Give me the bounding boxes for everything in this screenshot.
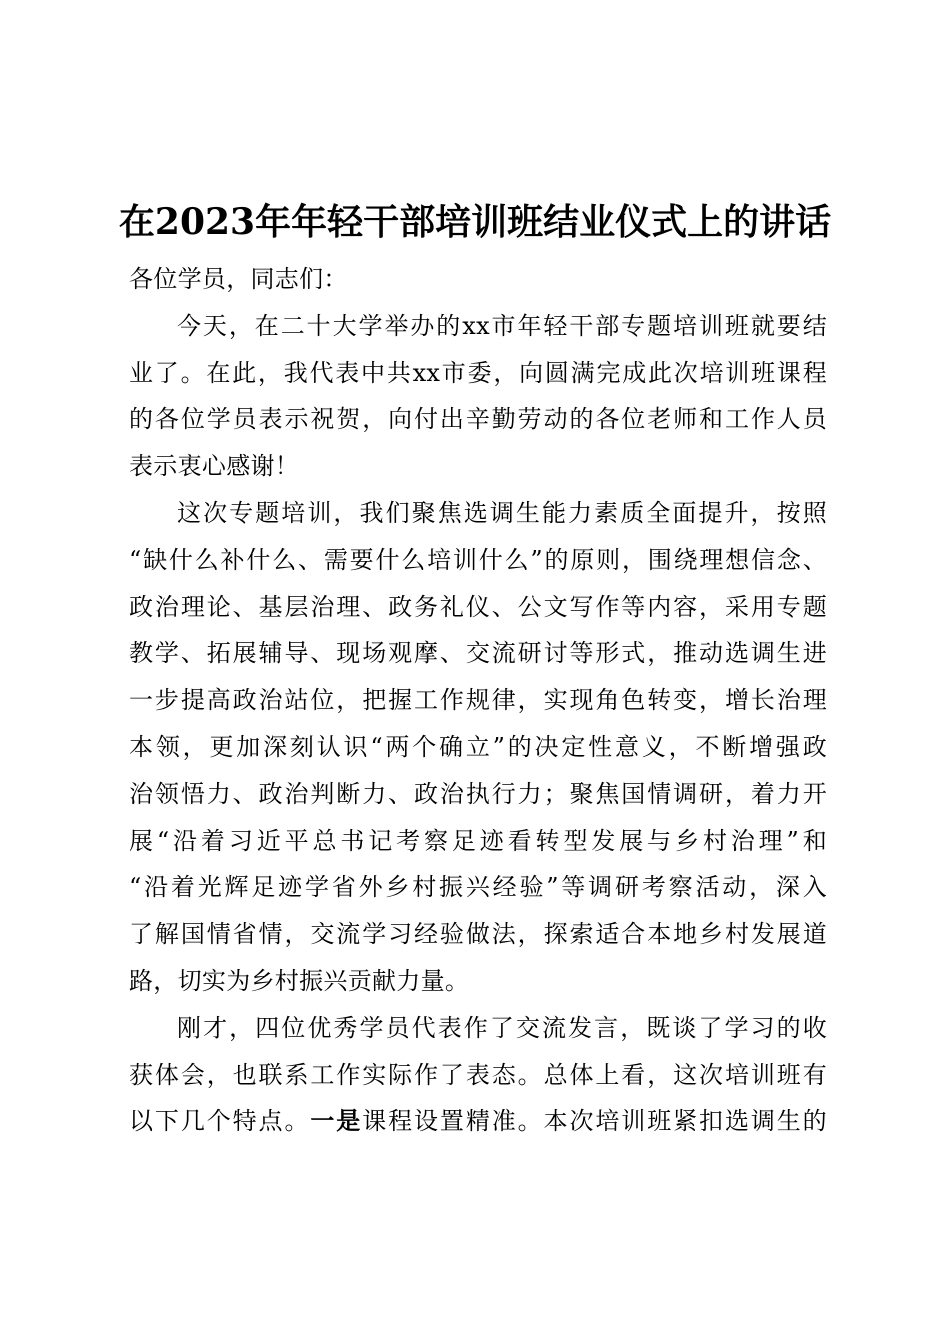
paragraph-line: 一步提高政治站位，把握工作规律，实现角色转变，增长治理 — [129, 686, 827, 715]
paragraph-line: “缺什么补什么、需要什么培训什么”的原则，围绕理想信念、 — [129, 545, 827, 574]
paragraph-line: 路，切实为乡村振兴贡献力量。 — [129, 966, 470, 995]
document-body — [129, 256, 827, 1145]
paragraph-line: “沿着光辉足迹学省外乡村振兴经验”等调研考察活动，深入 — [129, 873, 827, 902]
paragraph-line: 政治理论、基层治理、政务礼仪、公文写作等内容，采用专题 — [129, 592, 827, 621]
paragraph-line: 业了。在此，我代表中共xx市委，向圆满完成此次培训班课程 — [129, 358, 827, 387]
paragraph-line: 今天，在二十大学举办的xx市年轻干部专题培训班就要结 — [177, 311, 827, 340]
paragraph-line: 这次专题培训，我们聚焦选调生能力素质全面提升，按照 — [177, 498, 827, 527]
text-run: 以下几个特点。 — [129, 1107, 311, 1136]
paragraph-2 — [129, 490, 827, 1005]
paragraph-line — [129, 1098, 827, 1145]
paragraph-line: 的各位学员表示祝贺，向付出辛勤劳动的各位老师和工作人员 — [129, 405, 827, 434]
paragraph-1 — [129, 303, 827, 490]
emphasis-text: 一是 — [310, 1106, 363, 1136]
paragraph-line: 本领，更加深刻认识“两个确立”的决定性意义，不断增强政 — [129, 732, 827, 761]
paragraph-line: 治领悟力、政治判断力、政治执行力；聚焦国情调研，着力开 — [129, 779, 827, 808]
paragraph-line: 表示衷心感谢！ — [129, 452, 300, 481]
paragraph-line: 刚才，四位优秀学员代表作了交流发言，既谈了学习的收 — [177, 1013, 827, 1042]
paragraph-line: 教学、拓展辅导、现场观摩、交流研讨等形式，推动选调生进 — [129, 639, 827, 668]
paragraph-line: 获体会，也联系工作实际作了表态。总体上看，这次培训班有 — [129, 1060, 827, 1089]
salutation: 各位学员，同志们： — [129, 265, 348, 293]
document-title: 在2023年年轻干部培训班结业仪式上的讲话 — [118, 201, 832, 243]
paragraph-3 — [129, 1005, 827, 1145]
paragraph-line: 展“沿着习近平总书记考察足迹看转型发展与乡村治理”和 — [129, 826, 827, 855]
paragraph-line: 了解国情省情，交流学习经验做法，探索适合本地乡村发展道 — [129, 920, 827, 949]
text-run: 课程设置精准。本次培训班紧扣选调生的 — [362, 1107, 827, 1136]
